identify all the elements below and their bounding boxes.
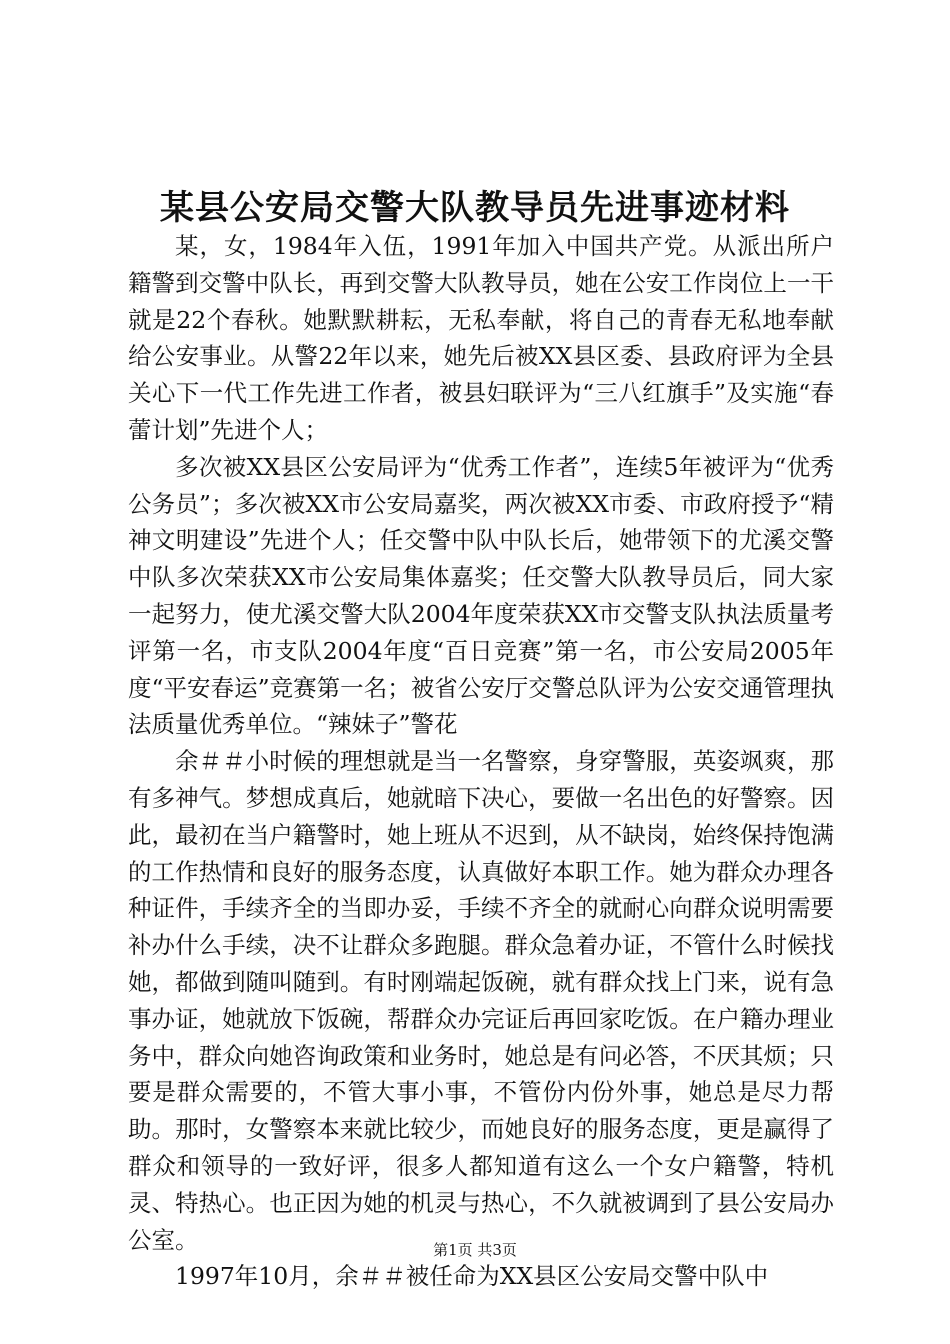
page-footer: 第1页 共3页	[433, 1241, 517, 1259]
document-title: 某县公安局交警大队教导员先进事迹材料	[160, 188, 790, 228]
paragraph: 多次被XX县区公安局评为“优秀工作者”，连续5年被评为“优秀公务员”；多次被XX市公安局嘉奖，两次被XX市委、市政府授予“精神文明建设”先进个人；任交警中队中队长后，她带领下的尤溪交警中队多次荣获XX市公安局集体嘉奖；任交警大队教导员后，同大家一起努力，使尤溪交警大队2004年度荣获XX市交警支队执法质量考评第一名，市支队2004年度“百日竞赛”第一名，市公安局2005年度“平安春运”竞赛第一名；被省公安厅交警总队评为公安交通管理执法质量优秀单位。“辣妹子”警花	[128, 452, 834, 739]
document-body	[128, 228, 834, 1295]
paragraph: 某，女，1984年入伍，1991年加入中国共产党。从派出所户籍警到交警中队长，再到交警大队教导员，她在公安工作岗位上一干就是22个春秋。她默默耕耘，无私奉献，将自己的青春无私地奉献给公安事业。从警22年以来，她先后被XX县区委、县政府评为全县关心下一代工作先进工作者，被县妇联评为“三八红旗手”及实施“春蕾计划”先进个人；	[128, 232, 834, 444]
paragraph: 1997年10月，余＃＃被任命为XX县区公安局交警中队中	[175, 1262, 769, 1291]
paragraph: 余＃＃小时候的理想就是当一名警察，身穿警服，英姿飒爽，那有多神气。梦想成真后，她就暗下决心，要做一名出色的好警察。因此，最初在当户籍警时，她上班从不迟到，从不缺岗，始终保持饱满的工作热情和良好的服务态度，认真做好本职工作。她为群众办理各种证件，手续齐全的当即办妥，手续不齐全的就耐心向群众说明需要补办什么手续，决不让群众多跑腿。群众急着办证，不管什么时候找她，都做到随叫随到。有时刚端起饭碗，就有群众找上门来，说有急事办证，她就放下饭碗，帮群众办完证后再回家吃饭。在户籍办理业务中，群众向她咨询政策和业务时，她总是有问必答，不厌其烦；只要是群众需要的，不管大事小事，不管份内份外事，她总是尽力帮助。那时，女警察本来就比较少，而她良好的服务态度，更是赢得了群众和领导的一致好评，很多人都知道有这么一个女户籍警，特机灵、特热心。也正因为她的机灵与热心，不久就被调到了县公安局办公室。	[128, 747, 834, 1254]
